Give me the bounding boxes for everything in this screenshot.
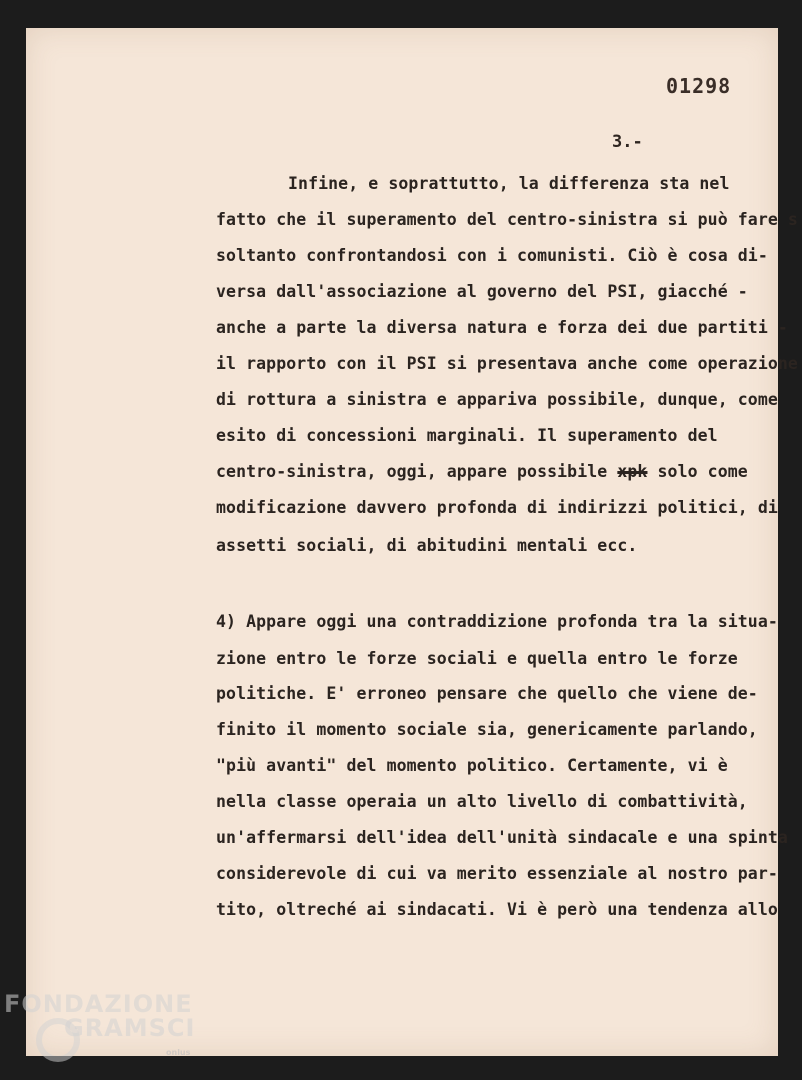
archive-stamp-number: 01298 xyxy=(666,74,732,98)
watermark-line1: FONDAZIONE xyxy=(4,990,193,1018)
text-line: anche a parte la diversa natura e forza dei due partiti - xyxy=(216,318,788,337)
page-number: 3.- xyxy=(612,132,643,152)
text-segment: centro-sinistra, oggi, appare possibile xyxy=(216,462,618,481)
text-line-with-strike xyxy=(216,462,748,481)
text-line: versa dall'associazione al governo del PSI, giacché - xyxy=(216,282,748,301)
text-line: esito di concessioni marginali. Il superamento del xyxy=(216,426,718,445)
text-line: tito, oltreché ai sindacati. Vi è però una tendenza allo xyxy=(216,900,778,919)
text-line: fatto che il superamento del centro-sinistra si può fare s xyxy=(216,210,798,229)
text-line: zione entro le forze sociali e quella entro le forze xyxy=(216,649,738,668)
text-line: di rottura a sinistra e appariva possibile, dunque, come xyxy=(216,390,778,409)
watermark-sub: onlus xyxy=(166,1048,191,1057)
document-page xyxy=(26,28,798,1056)
text-line: assetti sociali, di abitudini mentali ecc. xyxy=(216,536,638,555)
text-line: il rapporto con il PSI si presentava anche come operazione xyxy=(216,354,798,373)
text-line: considerevole di cui va merito essenziale al nostro par- xyxy=(216,864,778,883)
watermark-line2: GRAMSCI xyxy=(64,1014,196,1042)
watermark-g-ring-icon xyxy=(36,1018,80,1062)
text-line: modificazione davvero profonda di indirizzi politici, di xyxy=(216,498,778,517)
text-line: un'affermarsi dell'idea dell'unità sindacale e una spinta xyxy=(216,828,788,847)
text-line: "più avanti" del momento politico. Certamente, vi è xyxy=(216,756,728,775)
struck-text: xpk xyxy=(617,462,648,481)
text-line: finito il momento sociale sia, genericamente parlando, xyxy=(216,720,758,739)
text-line: Infine, e soprattutto, la differenza sta nel xyxy=(288,174,730,193)
text-line: soltanto confrontandosi con i comunisti. Ciò è cosa di- xyxy=(216,246,768,265)
text-line: politiche. E' erroneo pensare che quello che viene de- xyxy=(216,684,758,703)
fondazione-gramsci-watermark xyxy=(4,990,204,1057)
text-line: nella classe operaia un alto livello di combattività, xyxy=(216,792,748,811)
text-line: 4) Appare oggi una contraddizione profonda tra la situa- xyxy=(216,612,778,631)
text-segment: solo come xyxy=(647,462,748,481)
